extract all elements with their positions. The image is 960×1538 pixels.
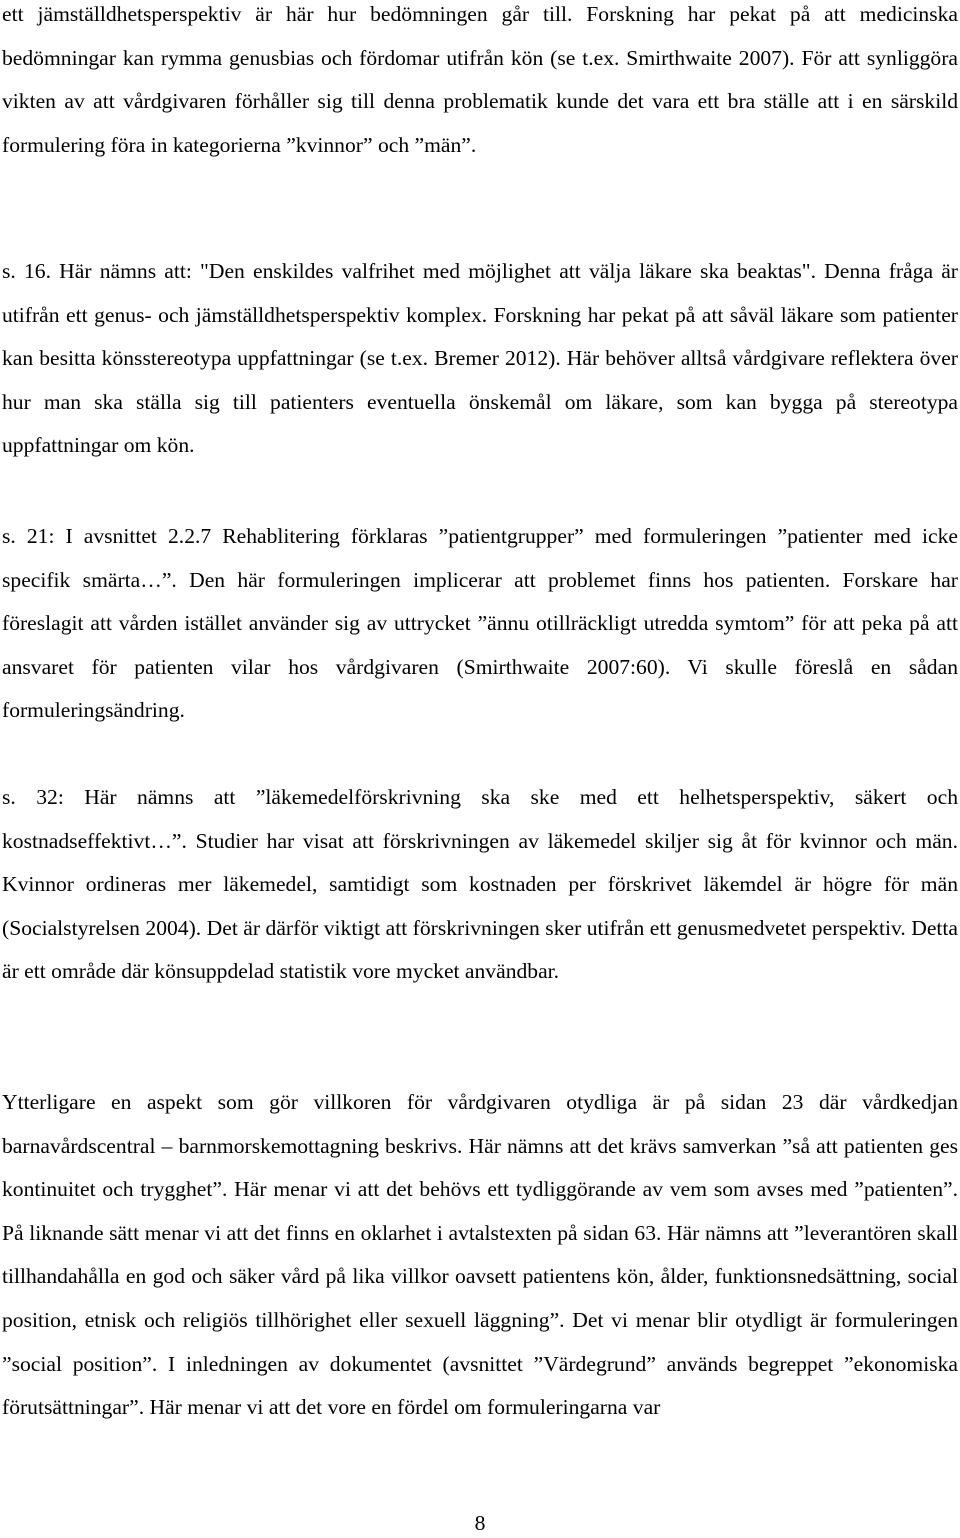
paragraph-page-16: s. 16. Här nämns att: "Den enskildes valfrihet med möjlighet att välja läkare ska beaktas". Denna fråga är utifrån ett genus- och jämställdhetsperspektiv komplex. Forskning har pekat på att såväl läkare som patienter kan besitta könsstereotypa uppfattningar (se t.ex. Bremer 2012). Här behöver alltså vårdgivare reflektera över hur man ska ställa sig till patienters eventuella önskemål om läkare, som kan bygga på stereotypa uppfattningar om kön. <box>2 259 958 458</box>
paragraph-page-21: s. 21: I avsnittet 2.2.7 Rehablitering förklaras ”patientgrupper” med formuleringen ”patienter med icke specifik smärta…”. Den här formuleringen implicerar att problemet finns hos patienten. Forskare har föreslagit att vården istället använder sig av uttrycket ”ännu otillräckligt utredda symtom” för att peka på att ansvaret för patienten vilar hos vårdgivaren (Smirthwaite 2007:60). Vi skulle föreslå en sådan formuleringsändring. <box>2 524 958 723</box>
paragraph-vardkedjan: Ytterligare en aspekt som gör villkoren för vårdgivaren otydliga är på sidan 23 där vårdkedjan barnavårdscentral – barnmorskemottagning beskrivs. Här nämns att det krävs samverkan ”så att patienten ges kontinuitet och trygghet”. Här menar vi att det behövs ett tydliggörande av vem som avses med ”patienten”. På liknande sätt menar vi att det finns en oklarhet i avtalstexten på sidan 63. Här nämns att ”leverantören skall tillhandahålla en god och säker vård på lika villkor oavsett patientens kön, ålder, funktionsnedsättning, social position, etnisk och religiös tillhörighet eller sexuell läggning”. Det vi menar blir otydligt är formuleringen ”social position”. I inledningen av dokumentet (avsnittet ”Värdegrund” används begreppet ”ekonomiska förutsättningar”. Här menar vi att det vore en fördel om formuleringarna var <box>2 1090 958 1420</box>
page-number: 8 <box>474 1511 486 1535</box>
paragraph-page-32: s. 32: Här nämns att ”läkemedelförskrivning ska ske med ett helhetsperspektiv, säkert och kostnadseffektivt…”. Studier har visat att förskrivningen av läkemedel skiljer sig åt för kvinnor och män. Kvinnor ordineras mer läkemedel, samtidigt som kostnaden per förskrivet läkemdel är högre för män (Socialstyrelsen 2004). Det är därför viktigt att förskrivningen sker utifrån ett genusmedvetet perspektiv. Detta är ett område där könsuppdelad statistik vore mycket användbar. <box>2 785 958 984</box>
paragraph-genus-bias: ett jämställdhetsperspektiv är här hur bedömningen går till. Forskning har pekat på att medicinska bedömningar kan rymma genusbias och fördomar utifrån kön (se t.ex. Smirthwaite 2007). För att synliggöra vikten av att vårdgivaren förhåller sig till denna problematik kunde det vara ett bra ställe att i en särskild formulering föra in kategorierna ”kvinnor” och ”män”. <box>2 2 958 157</box>
